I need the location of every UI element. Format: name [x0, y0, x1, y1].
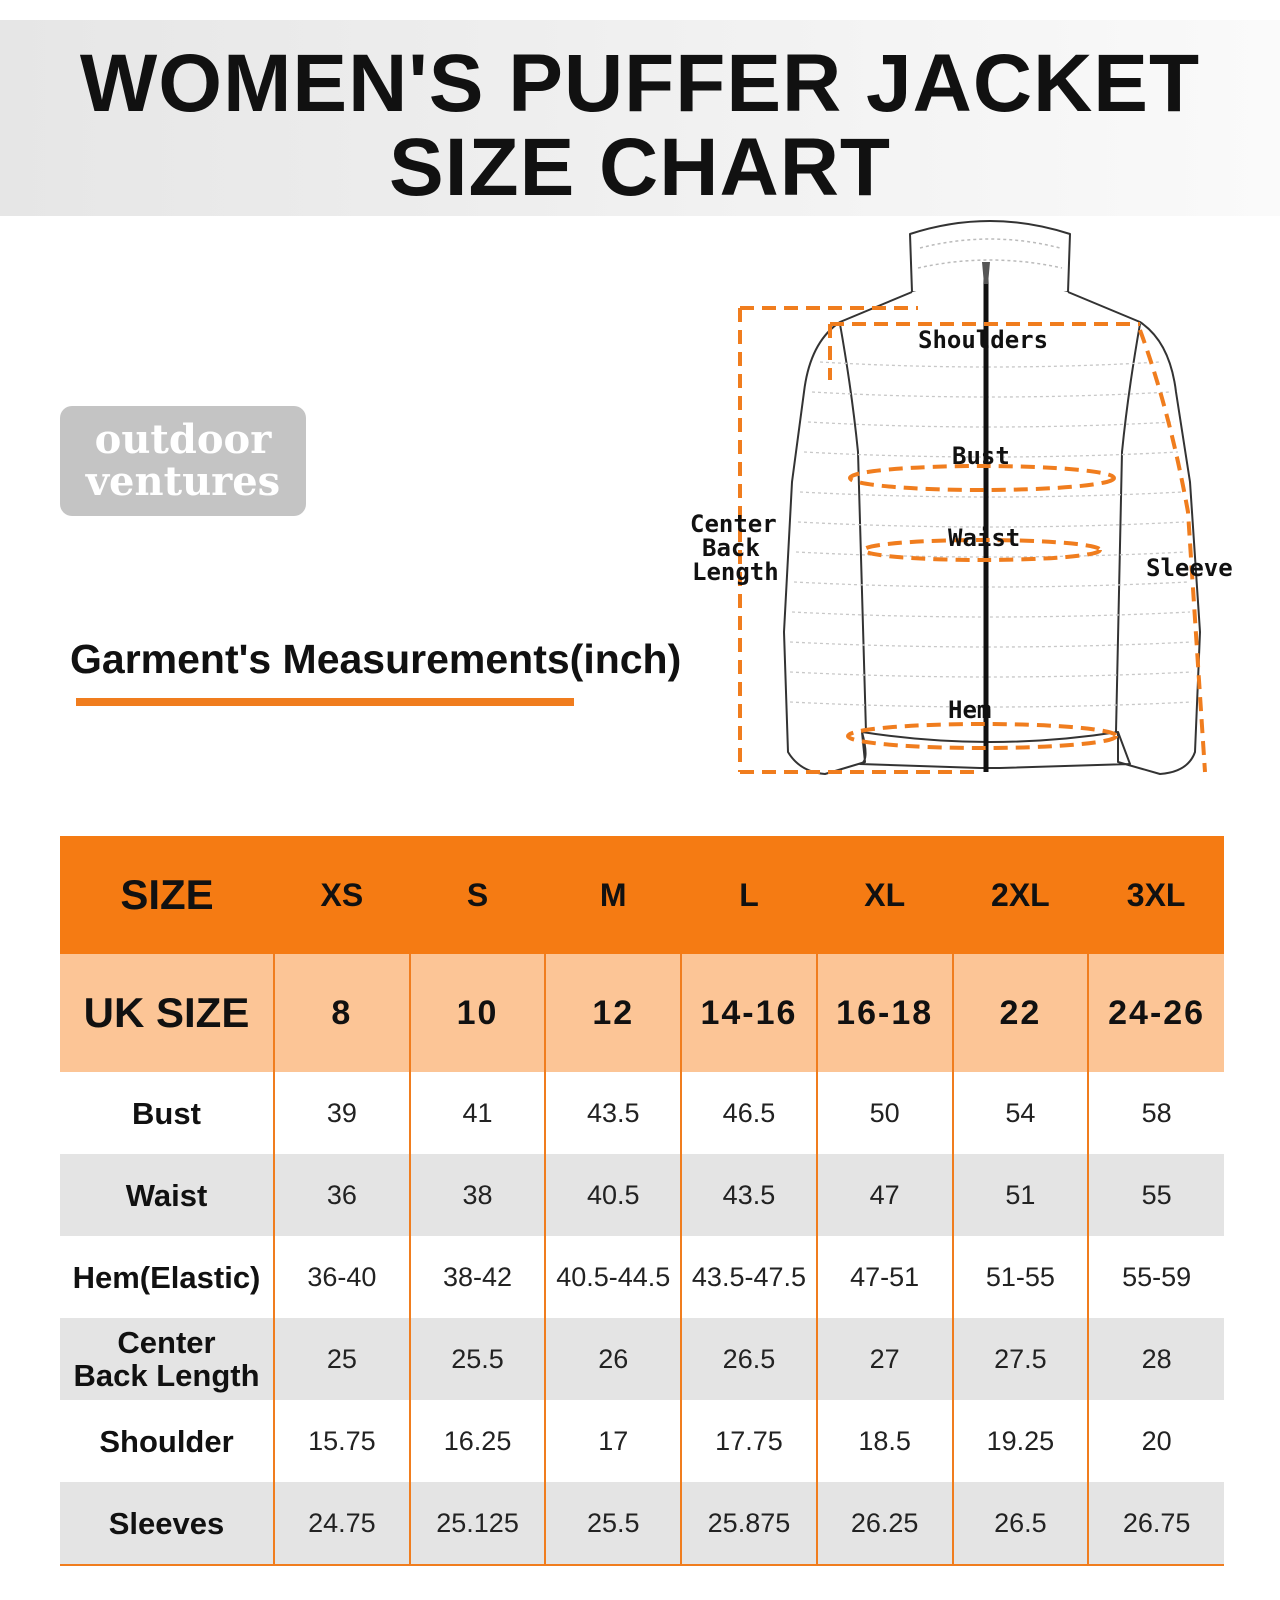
heading-underline [76, 698, 574, 706]
sleeve-label: Sleeve [1146, 554, 1233, 582]
table-cell: 12 [545, 954, 681, 1072]
table-cell: 17.75 [681, 1400, 817, 1482]
table-cell: 39 [274, 1072, 410, 1154]
table-cell: 46.5 [681, 1072, 817, 1154]
header-size-3xl: 3XL [1088, 836, 1224, 954]
table-cell: 47 [817, 1154, 953, 1236]
logo-word-1: outdoor [94, 416, 272, 463]
table-row-sleeves [60, 1482, 1224, 1565]
table-cell: 43.5-47.5 [681, 1236, 817, 1318]
table-cell: 19.25 [953, 1400, 1089, 1482]
table-cell: 36 [274, 1154, 410, 1236]
brand-logo [60, 406, 306, 516]
page-title-line2: SIZE CHART [389, 122, 891, 213]
header-size-s: S [410, 836, 546, 954]
table-row-waist [60, 1154, 1224, 1236]
logo-word-2: ventures [85, 458, 281, 505]
table-cell: 40.5 [545, 1154, 681, 1236]
row-label: Waist [60, 1154, 274, 1236]
header-size-2xl: 2XL [953, 836, 1089, 954]
table-cell: 27.5 [953, 1318, 1089, 1400]
row-label: Shoulder [60, 1400, 274, 1482]
header-size-xs: XS [274, 836, 410, 954]
table-cell: 8 [274, 954, 410, 1072]
table-cell: 20 [1088, 1400, 1224, 1482]
size-chart-table [60, 836, 1224, 1566]
table-cell: 10 [410, 954, 546, 1072]
shoulders-label: Shoulders [918, 326, 1049, 354]
table-cell: 25.875 [681, 1482, 817, 1565]
table-cell: 54 [953, 1072, 1089, 1154]
table-cell: 47-51 [817, 1236, 953, 1318]
table-cell: 26.5 [681, 1318, 817, 1400]
row-label: Hem(Elastic) [60, 1236, 274, 1318]
table-cell: 22 [953, 954, 1089, 1072]
table-cell: 27 [817, 1318, 953, 1400]
table-row-shoulder [60, 1400, 1224, 1482]
table-cell: 50 [817, 1072, 953, 1154]
table-cell: 17 [545, 1400, 681, 1482]
table-row-center-back-length [60, 1318, 1224, 1400]
table-cell: 51-55 [953, 1236, 1089, 1318]
table-cell: 28 [1088, 1318, 1224, 1400]
table-cell: 16.25 [410, 1400, 546, 1482]
header-size-label: SIZE [60, 836, 274, 954]
table-cell: 55-59 [1088, 1236, 1224, 1318]
table-cell: 41 [410, 1072, 546, 1154]
table-row-hem [60, 1236, 1224, 1318]
table-cell: 26.75 [1088, 1482, 1224, 1565]
row-label: Sleeves [60, 1482, 274, 1565]
hem-label: Hem [948, 696, 992, 724]
bust-label: Bust [952, 442, 1010, 470]
waist-label: Waist [948, 524, 1021, 552]
table-cell: 24-26 [1088, 954, 1224, 1072]
table-header-row [60, 836, 1224, 954]
header-size-l: L [681, 836, 817, 954]
table-cell: 38 [410, 1154, 546, 1236]
table-cell: 16-18 [817, 954, 953, 1072]
table-cell: 51 [953, 1154, 1089, 1236]
table-cell: 14-16 [681, 954, 817, 1072]
table-cell: 58 [1088, 1072, 1224, 1154]
table-cell: 26.5 [953, 1482, 1089, 1565]
center-back-length-label-1: Center [690, 510, 777, 538]
table-cell: 26 [545, 1318, 681, 1400]
table-cell: 25.125 [410, 1482, 546, 1565]
table-cell: 26.25 [817, 1482, 953, 1565]
uk-size-label: UK SIZE [60, 954, 274, 1072]
table-cell: 25.5 [545, 1482, 681, 1565]
measurements-heading: Garment's Measurements(inch) [70, 636, 682, 682]
page-title-line1: WOMEN'S PUFFER JACKET [79, 38, 1201, 129]
header-size-xl: XL [817, 836, 953, 954]
table-cell: 25.5 [410, 1318, 546, 1400]
table-cell: 40.5-44.5 [545, 1236, 681, 1318]
table-cell: 25 [274, 1318, 410, 1400]
table-row-bust [60, 1072, 1224, 1154]
row-label: Center Back Length [60, 1318, 274, 1400]
table-cell: 24.75 [274, 1482, 410, 1565]
table-cell: 43.5 [681, 1154, 817, 1236]
jacket-diagram [690, 212, 1280, 812]
center-back-length-label-3: Length [692, 558, 779, 586]
table-cell: 36-40 [274, 1236, 410, 1318]
table-cell: 15.75 [274, 1400, 410, 1482]
uk-size-row [60, 954, 1224, 1072]
table-cell: 43.5 [545, 1072, 681, 1154]
table-cell: 18.5 [817, 1400, 953, 1482]
table-cell: 38-42 [410, 1236, 546, 1318]
table-cell: 55 [1088, 1154, 1224, 1236]
center-back-length-label-2: Back [702, 534, 760, 562]
header-size-m: M [545, 836, 681, 954]
row-label: Bust [60, 1072, 274, 1154]
